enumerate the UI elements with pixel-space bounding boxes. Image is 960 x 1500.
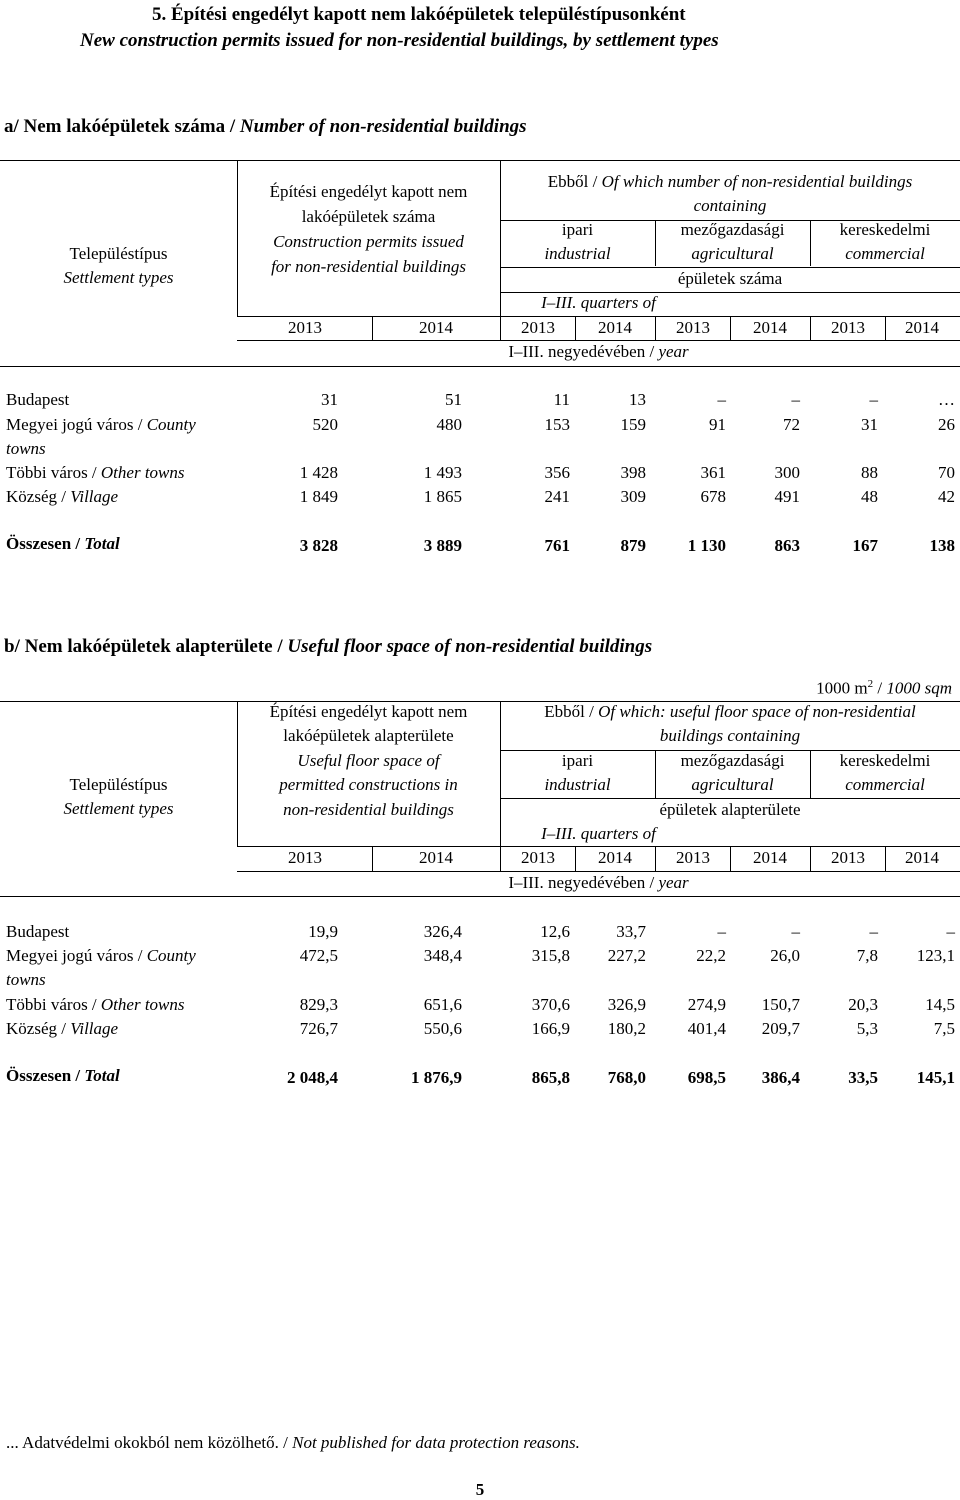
a-cell: 153 xyxy=(544,415,570,434)
a-row-label-en: County xyxy=(146,415,196,434)
b-col1-hu: Településtípus xyxy=(69,775,168,794)
b-total-cell: 1 876,9 xyxy=(411,1068,462,1087)
a-row-label xyxy=(6,415,196,435)
a-cell: 480 xyxy=(436,415,462,434)
a-cell: 48 xyxy=(861,487,878,506)
a-cell: 361 xyxy=(700,463,726,482)
b-cell: 209,7 xyxy=(761,1019,800,1038)
b-row-label xyxy=(6,995,185,1015)
b-cell: 315,8 xyxy=(531,946,570,965)
b-year-1: 2014 xyxy=(419,848,453,867)
b-total-hu: Összesen / xyxy=(6,1066,81,1085)
b-total-cell: 865,8 xyxy=(531,1068,570,1087)
b-unit-sep: / xyxy=(873,678,887,698)
b-cell: 33,7 xyxy=(616,922,646,941)
a-cell: 51 xyxy=(445,390,462,409)
b-unit-note xyxy=(700,678,952,699)
b-total-en: Total xyxy=(84,1066,120,1085)
a-industrial: industrial xyxy=(544,244,611,263)
a-cell: 1 428 xyxy=(299,463,338,482)
section-b-heading-sep: / xyxy=(272,636,288,657)
b-cell: 550,6 xyxy=(423,1019,462,1038)
b-cell: 180,2 xyxy=(607,1019,646,1038)
a-mezo: mezőgazdasági xyxy=(680,220,785,239)
a-year-6: 2013 xyxy=(831,318,865,337)
b-total-cell: 2 048,4 xyxy=(287,1068,338,1087)
b-cell: 274,9 xyxy=(687,995,726,1014)
b-cell: – xyxy=(791,922,800,941)
b-industrial: industrial xyxy=(544,775,611,794)
a-keresk: kereskedelmi xyxy=(839,220,931,239)
a-quarters-rule xyxy=(237,316,960,317)
a-ebbol-hu: Ebből / xyxy=(547,172,598,191)
a-cell: – xyxy=(791,390,800,409)
a-quarters-hu: I–III. negyedévében xyxy=(508,342,646,361)
a-year-en: year xyxy=(658,342,689,361)
b-cell: 20,3 xyxy=(848,995,878,1014)
b-col2-en3: non-residential buildings xyxy=(283,800,454,819)
b-row-label-hu: Megyei jogú város / xyxy=(6,946,147,965)
section-a-heading-en: Number of non-residential buildings xyxy=(239,116,527,137)
a-total-cell: 1 130 xyxy=(687,536,726,555)
a-total-en: Total xyxy=(84,534,120,553)
footnote-en: Not published for data protection reasons. xyxy=(292,1433,580,1452)
b-header-bottom-rule xyxy=(0,896,960,897)
b-cell: 14,5 xyxy=(925,995,955,1014)
a-cell: 300 xyxy=(774,463,800,482)
b-row-label-en: Village xyxy=(70,1019,119,1038)
b-row-label-en2: towns xyxy=(6,970,46,989)
b-col2-hu1: Építési engedélyt kapott nem xyxy=(269,702,468,721)
page-title-en: New construction permits issued for non-residential buildings, by settlement types xyxy=(80,30,719,51)
a-header-top-rule xyxy=(0,160,960,161)
b-cell: 7,5 xyxy=(933,1019,955,1038)
b-cell: 12,6 xyxy=(540,922,570,941)
b-year-en: year xyxy=(658,873,689,892)
page-title-hu: 5. Építési engedélyt kapott nem lakóépületek településtípusonként xyxy=(152,4,686,25)
b-year-0: 2013 xyxy=(288,848,322,867)
a-total-cell: 167 xyxy=(852,536,878,555)
a-ebbol-en2: containing xyxy=(693,196,767,215)
b-col2-en1: Useful floor space of xyxy=(297,751,440,770)
a-quarters-en: I–III. quarters of xyxy=(541,293,656,312)
a-cell: 31 xyxy=(321,390,338,409)
b-cell: – xyxy=(946,922,955,941)
a-cell: 11 xyxy=(553,390,570,409)
a-row-label-hu: Budapest xyxy=(6,390,70,409)
b-year-5: 2014 xyxy=(753,848,787,867)
b-years-rule xyxy=(237,871,960,872)
b-year-2: 2013 xyxy=(521,848,555,867)
a-agricultural: agricultural xyxy=(691,244,774,263)
b-total-label xyxy=(6,1066,120,1086)
b-cell: 7,8 xyxy=(856,946,878,965)
a-col2-en1: Construction permits issued xyxy=(273,232,464,251)
a-year-divider-1 xyxy=(372,316,373,340)
a-cell: 42 xyxy=(938,487,955,506)
b-cell: 22,2 xyxy=(696,946,726,965)
a-year-7: 2014 xyxy=(905,318,939,337)
section-a-heading xyxy=(4,116,527,138)
footnote-hu: ... Adatvédelmi okokból nem közölhető. / xyxy=(6,1433,293,1452)
a-cell: 1 849 xyxy=(299,487,338,506)
a-ebbol-en1: Of which number of non-residential buildings xyxy=(601,172,913,191)
a-total-cell: 3 889 xyxy=(423,536,462,555)
b-unit-note-en: 1000 sqm xyxy=(886,678,952,698)
b-quarters-rule xyxy=(237,846,960,847)
a-cell: 70 xyxy=(938,463,955,482)
b-agricultural: agricultural xyxy=(691,775,774,794)
b-col1-en: Settlement types xyxy=(63,799,174,818)
a-cell: 88 xyxy=(861,463,878,482)
b-year-6: 2013 xyxy=(831,848,865,867)
b-row-label-hu: Község / xyxy=(6,1019,71,1038)
b-cell: 401,4 xyxy=(687,1019,726,1038)
a-cell: 1 865 xyxy=(423,487,462,506)
a-years-rule xyxy=(237,340,960,341)
b-mezo: mezőgazdasági xyxy=(680,751,785,770)
b-quarters-hu-line xyxy=(237,873,960,893)
a-header-bottom-rule xyxy=(0,366,960,367)
a-year-1: 2014 xyxy=(419,318,453,337)
a-cell: 31 xyxy=(861,415,878,434)
b-year-3: 2014 xyxy=(598,848,632,867)
b-ebbol-en2: buildings containing xyxy=(659,726,801,745)
a-unit-rule xyxy=(500,267,960,268)
b-row-label-hu: Budapest xyxy=(6,922,70,941)
a-col2-en2: for non-residential buildings xyxy=(271,257,466,276)
a-cell: – xyxy=(717,390,726,409)
a-cell: 1 493 xyxy=(423,463,462,482)
a-unit-hu: épületek száma xyxy=(677,269,783,288)
a-year-5: 2014 xyxy=(753,318,787,337)
b-row-label-hu: Többi város / xyxy=(6,995,101,1014)
a-row-label xyxy=(6,487,118,507)
b-ebbol-en1: Of which: useful floor space of non-residential xyxy=(598,702,916,721)
a-row-label-en2: towns xyxy=(6,439,46,458)
b-row-label-en: County xyxy=(146,946,196,965)
section-b-heading-en: Useful floor space of non-residential buildings xyxy=(287,636,653,657)
a-year-4: 2013 xyxy=(676,318,710,337)
a-row-label xyxy=(6,390,69,410)
a-total-cell: 863 xyxy=(774,536,800,555)
a-year-3: 2014 xyxy=(598,318,632,337)
b-quarters-en: I–III. quarters of xyxy=(541,824,656,843)
a-cell: 309 xyxy=(620,487,646,506)
page-number: 5 xyxy=(475,1480,485,1499)
b-total-cell: 768,0 xyxy=(607,1068,646,1087)
a-year-0: 2013 xyxy=(288,318,322,337)
b-year-4: 2013 xyxy=(676,848,710,867)
a-col2-hu2: lakóépületek száma xyxy=(301,207,436,226)
b-cell: 370,6 xyxy=(531,995,570,1014)
a-cell: – xyxy=(869,390,878,409)
b-cell: 829,3 xyxy=(299,995,338,1014)
a-cell: 398 xyxy=(620,463,646,482)
b-cell: 150,7 xyxy=(761,995,800,1014)
a-cell: … xyxy=(938,390,955,409)
b-keresk: kereskedelmi xyxy=(839,751,931,770)
a-quarters-hu-line xyxy=(237,342,960,362)
b-unit-hu: épületek alapterülete xyxy=(659,800,801,819)
b-cell: 166,9 xyxy=(531,1019,570,1038)
b-cell: 123,1 xyxy=(916,946,955,965)
b-cell: 651,6 xyxy=(423,995,462,1014)
b-row-label xyxy=(6,946,196,966)
b-ebbol-hu: Ebből / xyxy=(544,702,594,721)
a-total-cell: 879 xyxy=(620,536,646,555)
b-year-divider-1 xyxy=(372,846,373,871)
a-cell: 678 xyxy=(700,487,726,506)
a-row-label-en: Village xyxy=(70,487,119,506)
a-cell: 13 xyxy=(629,390,646,409)
a-row-label-hu: Többi város / xyxy=(6,463,101,482)
b-cell: 348,4 xyxy=(423,946,462,965)
a-row-label-hu: Megyei jogú város / xyxy=(6,415,147,434)
b-year-7: 2014 xyxy=(905,848,939,867)
section-b-heading xyxy=(4,636,652,658)
b-ipari: ipari xyxy=(561,751,594,770)
b-unit-sup: 2 xyxy=(867,678,874,690)
b-year-sep: / xyxy=(645,873,659,892)
b-cell: 726,7 xyxy=(299,1019,338,1038)
b-cell: 26,0 xyxy=(770,946,800,965)
b-cell: 326,4 xyxy=(423,922,462,941)
b-cell: – xyxy=(869,922,878,941)
a-cell: 26 xyxy=(938,415,955,434)
b-row-label xyxy=(6,1019,118,1039)
a-year-sep: / xyxy=(645,342,659,361)
b-cell: 472,5 xyxy=(299,946,338,965)
a-commercial: commercial xyxy=(845,244,925,263)
a-cell: 91 xyxy=(709,415,726,434)
a-col2-hu1: Építési engedélyt kapott nem xyxy=(269,182,468,201)
b-total-cell: 145,1 xyxy=(916,1068,955,1087)
b-unit-rule xyxy=(500,798,960,799)
a-col1-hu: Településtípus xyxy=(69,244,168,263)
a-cell: 241 xyxy=(544,487,570,506)
b-total-cell: 698,5 xyxy=(687,1068,726,1087)
b-cell: 227,2 xyxy=(607,946,646,965)
a-row-label-hu: Község / xyxy=(6,487,71,506)
b-total-cell: 386,4 xyxy=(761,1068,800,1087)
b-row-label-en: Other towns xyxy=(100,995,185,1014)
a-total-label xyxy=(6,534,120,554)
footnote xyxy=(6,1433,580,1453)
a-cell: 356 xyxy=(544,463,570,482)
b-cell: 326,9 xyxy=(607,995,646,1014)
b-cell: 19,9 xyxy=(308,922,338,941)
a-row-label-en: Other towns xyxy=(100,463,185,482)
b-col2-hu2: lakóépületek alapterülete xyxy=(283,726,454,745)
a-total-cell: 3 828 xyxy=(299,536,338,555)
b-cell: 5,3 xyxy=(856,1019,878,1038)
a-cell: 159 xyxy=(620,415,646,434)
section-a-heading-sep: / xyxy=(225,116,240,137)
section-b-heading-hu: b/ Nem lakóépületek alapterülete xyxy=(4,636,273,657)
a-ipari: ipari xyxy=(561,220,594,239)
a-row-label xyxy=(6,463,185,483)
b-row-label xyxy=(6,922,69,942)
b-col2-en2: permitted constructions in xyxy=(279,775,458,794)
a-total-cell: 138 xyxy=(929,536,955,555)
a-cell: 491 xyxy=(774,487,800,506)
a-cell: 72 xyxy=(783,415,800,434)
b-unit-note-hu: 1000 m xyxy=(816,678,868,698)
a-ebbol-line1 xyxy=(500,172,960,192)
b-total-cell: 33,5 xyxy=(848,1068,878,1087)
a-year-2: 2013 xyxy=(521,318,555,337)
b-commercial: commercial xyxy=(845,775,925,794)
a-cell: 520 xyxy=(312,415,338,434)
b-cell: – xyxy=(717,922,726,941)
a-total-cell: 761 xyxy=(544,536,570,555)
b-ebbol-line1 xyxy=(500,702,960,722)
a-total-hu: Összesen / xyxy=(6,534,81,553)
b-quarters-hu: I–III. negyedévében xyxy=(508,873,646,892)
section-a-heading-hu: a/ Nem lakóépületek száma xyxy=(4,116,226,137)
a-col1-en: Settlement types xyxy=(63,268,174,287)
